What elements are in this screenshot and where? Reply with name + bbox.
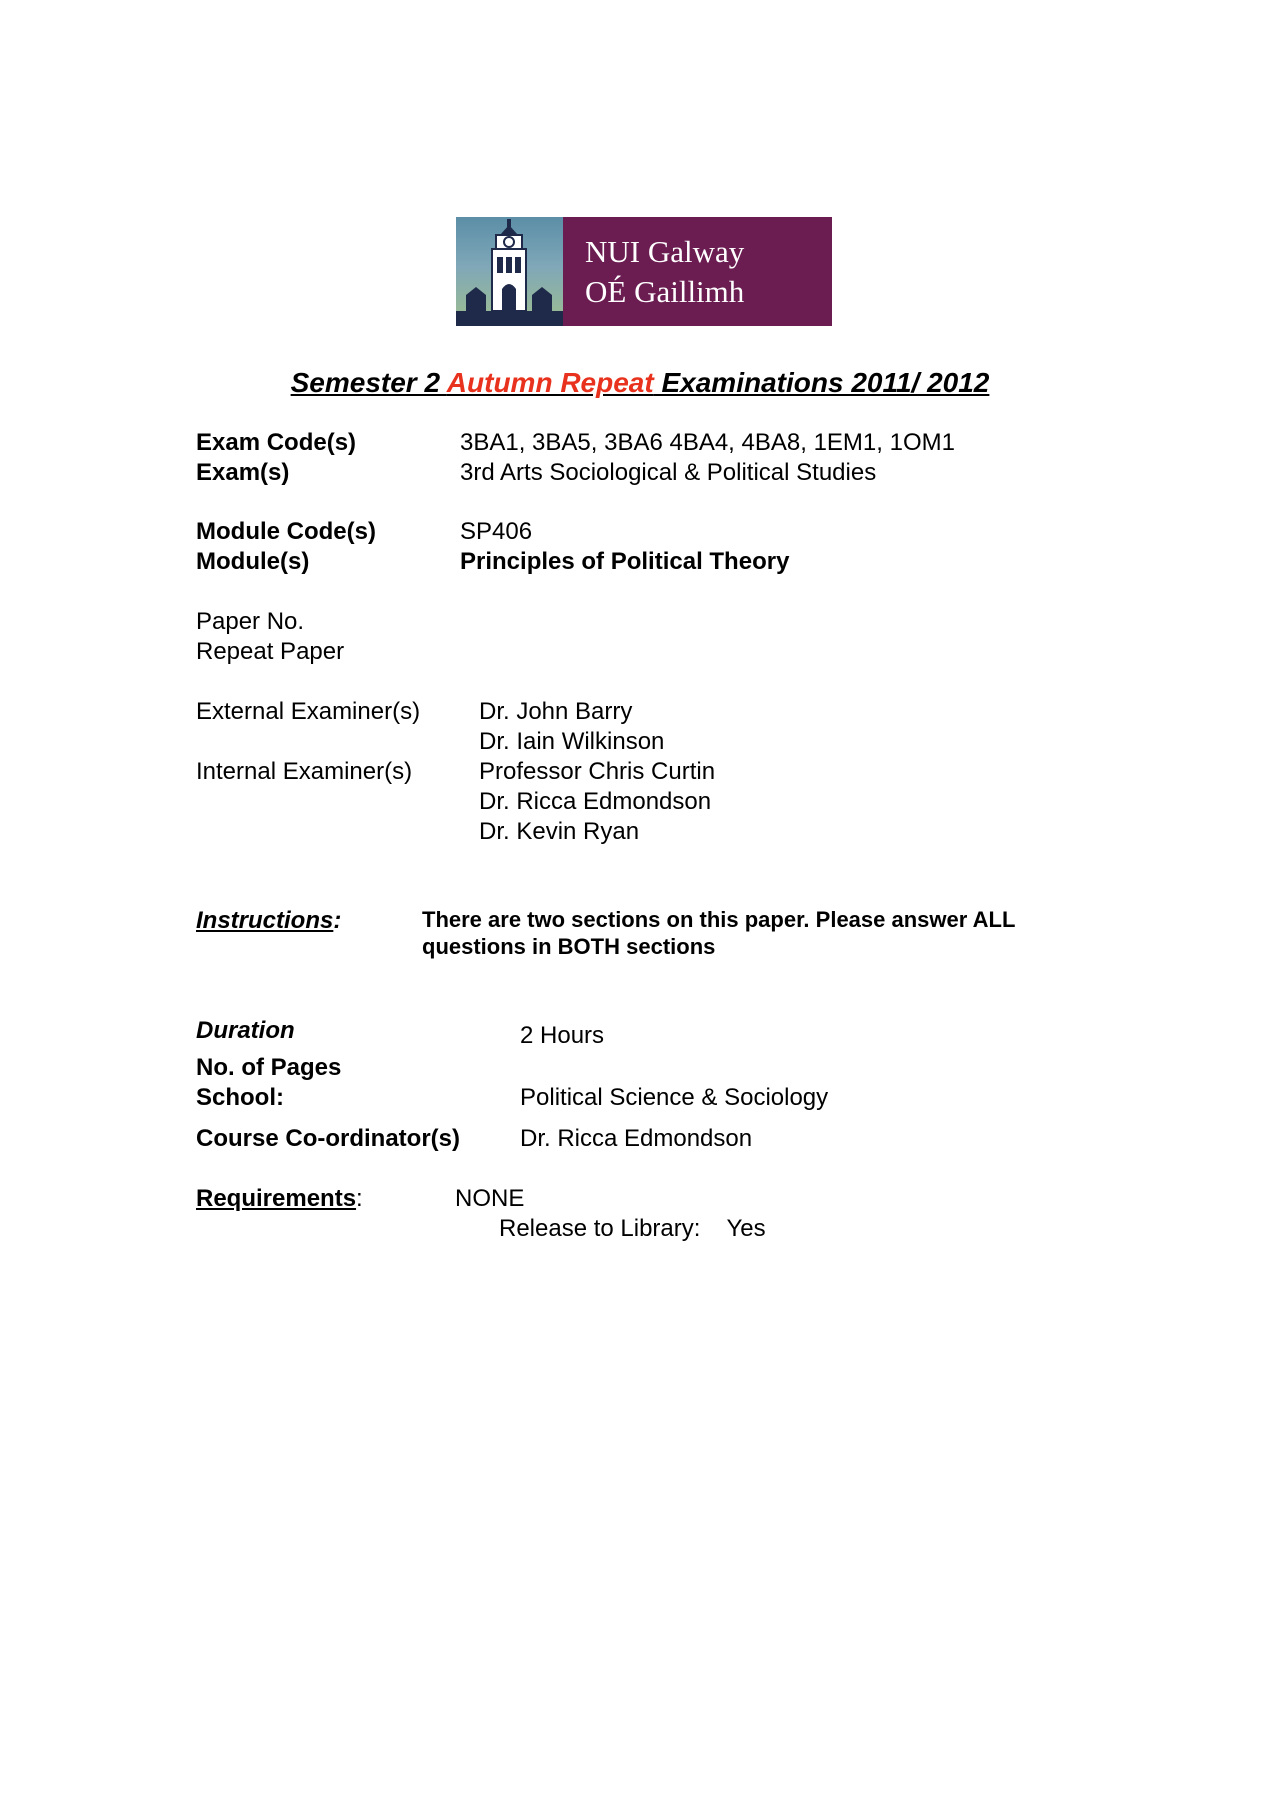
- external-examiner: Dr. John Barry: [479, 698, 633, 725]
- exam-codes-label: Exam Code(s): [196, 429, 357, 456]
- coordinator-value: Dr. Ricca Edmondson: [520, 1125, 753, 1152]
- school-value: Political Science & Sociology: [520, 1084, 829, 1111]
- university-logo: [456, 217, 832, 326]
- release-value: Yes: [726, 1215, 766, 1242]
- module-codes-label: Module Code(s): [196, 518, 376, 545]
- instructions-label-text: Instructions: [196, 907, 334, 934]
- external-examiner: Dr. Iain Wilkinson: [479, 728, 665, 755]
- exams-label: Exam(s): [196, 459, 290, 486]
- requirements-colon: :: [356, 1185, 363, 1212]
- title-part-2: Examinations 2011/ 2012: [653, 367, 990, 398]
- paper-no-label: Paper No.: [196, 608, 305, 635]
- external-examiners-label: External Examiner(s): [196, 698, 421, 725]
- title-highlight: Autumn Repeat: [446, 367, 654, 398]
- title-part-1: Semester 2: [290, 367, 447, 398]
- release-label: Release to Library:: [499, 1215, 701, 1242]
- clock-tower-icon: [456, 217, 563, 326]
- modules-label: Module(s): [196, 548, 310, 575]
- release-to-library: [499, 1214, 766, 1244]
- logo-wordmark: [563, 217, 832, 326]
- logo-line-2: OÉ Gaillimh: [585, 273, 745, 309]
- internal-examiner: Dr. Ricca Edmondson: [479, 788, 712, 815]
- exam-codes-value: 3BA1, 3BA5, 3BA6 4BA4, 4BA8, 1EM1, 1OM1: [460, 429, 955, 456]
- paper-type: Repeat Paper: [196, 638, 345, 665]
- duration-value: 2 Hours: [520, 1022, 605, 1049]
- instructions-line-1: There are two sections on this paper. Please answer ALL: [422, 907, 1016, 932]
- requirements-value: NONE: [455, 1185, 525, 1212]
- internal-examiner: Dr. Kevin Ryan: [479, 818, 640, 845]
- instructions-label: [196, 906, 341, 936]
- modules-value: Principles of Political Theory: [460, 548, 790, 575]
- internal-examiner: Professor Chris Curtin: [479, 758, 716, 785]
- logo-line-1: NUI Galway: [585, 233, 745, 269]
- internal-examiners-label: Internal Examiner(s): [196, 758, 413, 785]
- requirements-label: [196, 1184, 363, 1214]
- school-label: School:: [196, 1084, 284, 1111]
- page-title: [0, 365, 1280, 401]
- pages-label: No. of Pages: [196, 1054, 342, 1081]
- coordinator-label: Course Co-ordinator(s): [196, 1125, 460, 1152]
- exams-value: 3rd Arts Sociological & Political Studies: [460, 459, 877, 486]
- duration-label: Duration: [196, 1017, 295, 1044]
- instructions-colon: :: [333, 907, 342, 934]
- requirements-label-text: Requirements: [196, 1185, 357, 1212]
- instructions-line-2: questions in BOTH sections: [422, 934, 716, 959]
- module-codes-value: SP406: [460, 518, 533, 545]
